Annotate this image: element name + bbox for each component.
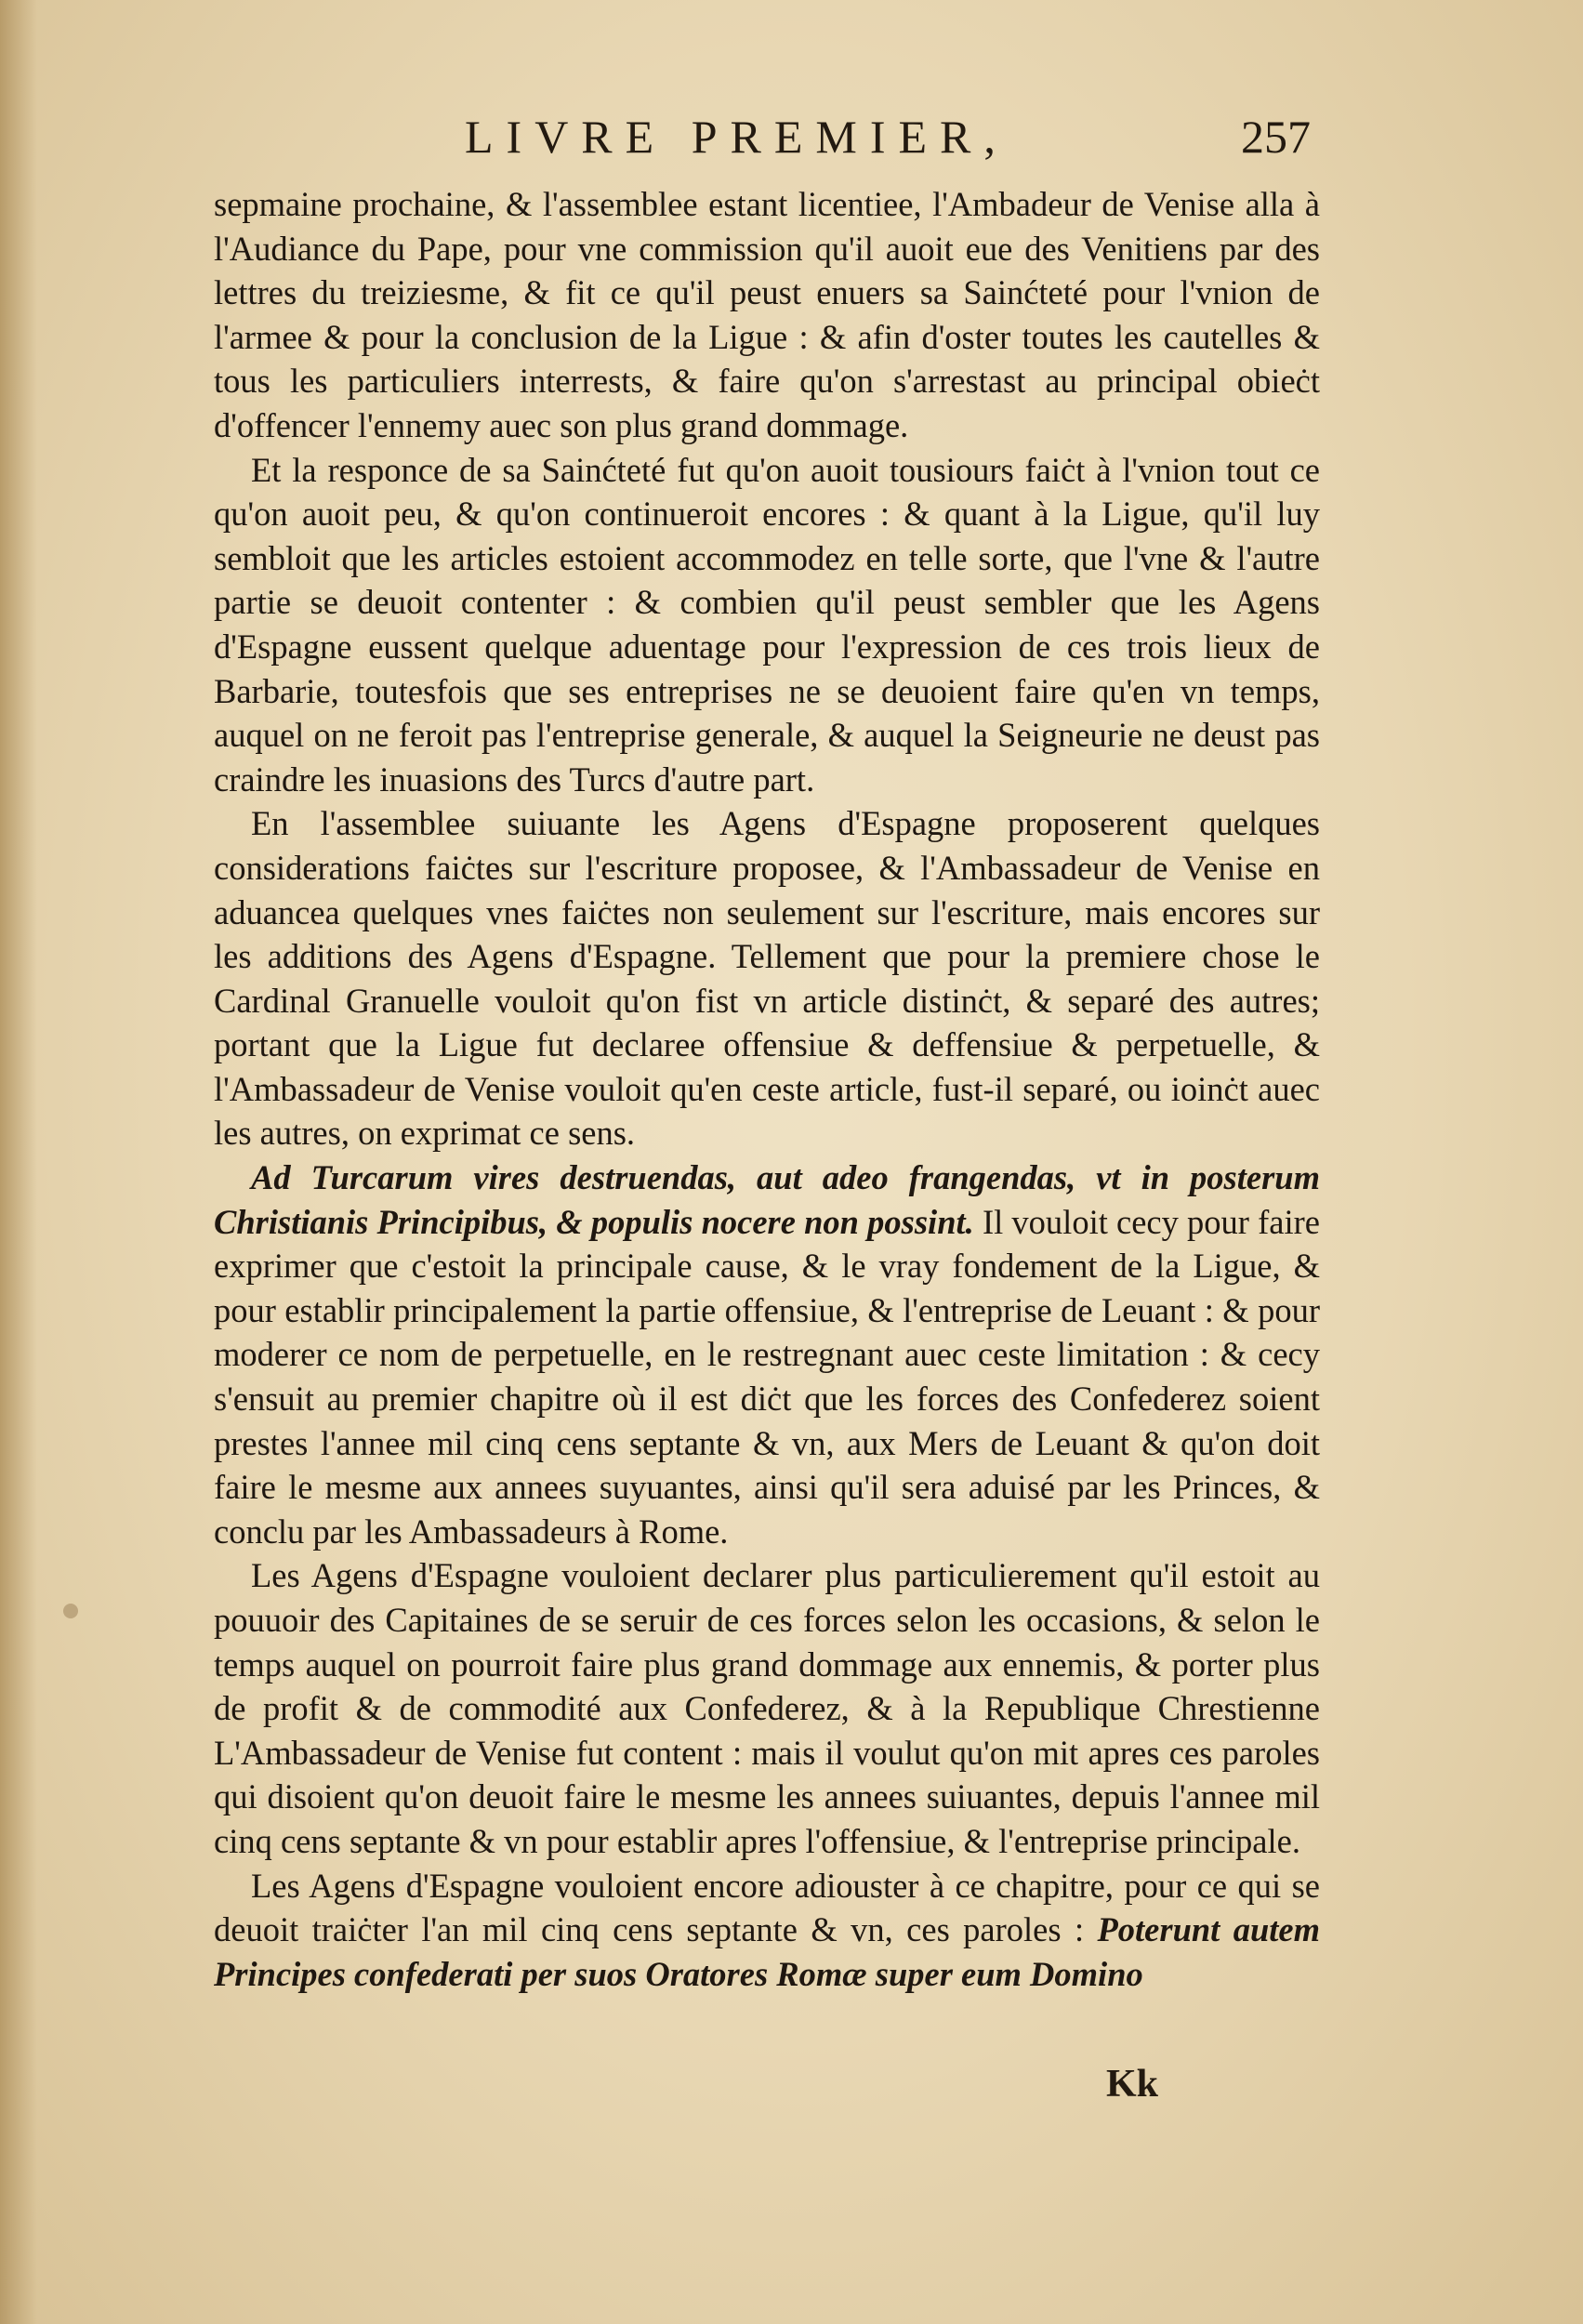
- paragraph-3: En l'assemblee suiuante les Agens d'Espagne proposerent quelques considerations faiċtes sur l'escriture proposee, & l'Ambassadeur de Venise en aduancea quelques vnes faiċtes non seulement sur l'escriture, mais encores sur les additions des Agens d'Espagne. Tellement que pour la premiere chose le Cardinal Granuelle vouloit qu'on fist vn article distinċt, & separé des autres; portant que la Ligue fut declaree offensiue & deffensiue & perpetuelle, & l'Ambassadeur de Venise vouloit qu'en ceste article, fust-il separé, ou ioinċt auec les autres, on exprimat ce sens.: [214, 804, 1320, 1153]
- foxing-spot: [63, 1604, 78, 1618]
- latin-quotation-2: Poterunt autem Principes confederati per suos Oratores Romæ super eum Domino: [214, 1910, 1320, 1993]
- paragraph-6: [214, 1864, 1320, 1997]
- paragraph-2: Et la responce de sa Sainćteté fut qu'on auoit tousiours faiċt à l'vnion tout ce qu'on auoit peu, & qu'on continueroit encores : & quant à la Ligue, qu'il luy sembloit que les articles estoient accommodez en telle sorte, que l'vne & l'autre partie se deuoit contenter : & combien qu'il peust sembler que les Agens d'Espagne eussent quelque aduentage pour l'expression de ces trois lieux de Barbarie, toutesfois que ses entreprises ne se deuoient faire qu'en vn temps, auquel on ne feroit pas l'entreprise generale, & auquel la Seigneurie ne deust pas craindre les inuasions des Turcs d'autre part.: [214, 450, 1320, 799]
- running-head: [232, 110, 1311, 175]
- main-text: [214, 182, 1320, 1996]
- paragraph-4-text: Il vouloit cecy pour faire exprimer que c'estoit la principale cause, & le vray fondement de la Ligue, & pour establir principalement la partie offensiue, & l'entreprise de Leuant : & pour moderer ce nom de perpetuelle, en le restregnant auec ceste limitation : & cecy s'ensuit au premier chapitre où il est diċt que les forces des Confederez soient prestes l'annee mil cinq cens septante & vn, aux Mers de Leuant & qu'on doit faire le mesme aux annees suyuantes, ainsi qu'il sera aduisé par les Princes, & conclu par les Ambassadeurs à Rome.: [214, 1202, 1321, 1551]
- paragraph-5: Les Agens d'Espagne vouloient declarer plus particulierement qu'il estoit au pouuoir des Capitaines de se seruir de ces forces selon les occasions, & selon le temps auquel on pourroit faire plus grand dommage aux ennemis, & porter plus de profit & de commodité aux Confederez, & à la Republique Chrestienne L'Ambassadeur de Venise fut content : mais il voulut qu'on mit apres ces paroles qui disoient qu'on deuoit faire le mesme les annees suiuantes, depuis l'annee mil cinq cens septante & vn pour establir apres l'offensiue, & l'entreprise principale.: [214, 1556, 1320, 1860]
- page-number: 257: [1241, 111, 1311, 163]
- signature-mark: Kk: [1106, 2063, 1159, 2106]
- paragraph-6-text: Les Agens d'Espagne vouloient encore adiouster à ce chapitre, pour ce qui se deuoit traiċter l'an mil cinq cens septante & vn, ces paroles :: [214, 1866, 1320, 1949]
- binding-shadow: [0, 0, 37, 2324]
- paragraph-4: [214, 1155, 1320, 1553]
- paragraph-1: sepmaine prochaine, & l'assemblee estant licentiee, l'Ambadeur de Venise alla à l'Audiance du Pape, pour vne commission qu'il auoit eue des Venitiens par des lettres du treiziesme, & fit ce qu'il peust enuers sa Sainćteté pour l'vnion de l'armee & pour la conclusion de la Ligue : & afin d'oster toutes les cautelles & tous les particuliers interrests, & faire qu'on s'arrestast au principal obieċt d'offencer l'ennemy auec son plus grand dommage.: [214, 185, 1320, 444]
- running-title: LIVRE PREMIER,: [465, 111, 1009, 163]
- latin-quotation: Ad Turcarum vires destruendas, aut adeo frangendas, vt in posterum Christianis Principibus, & populis nocere non possint.: [214, 1158, 1320, 1241]
